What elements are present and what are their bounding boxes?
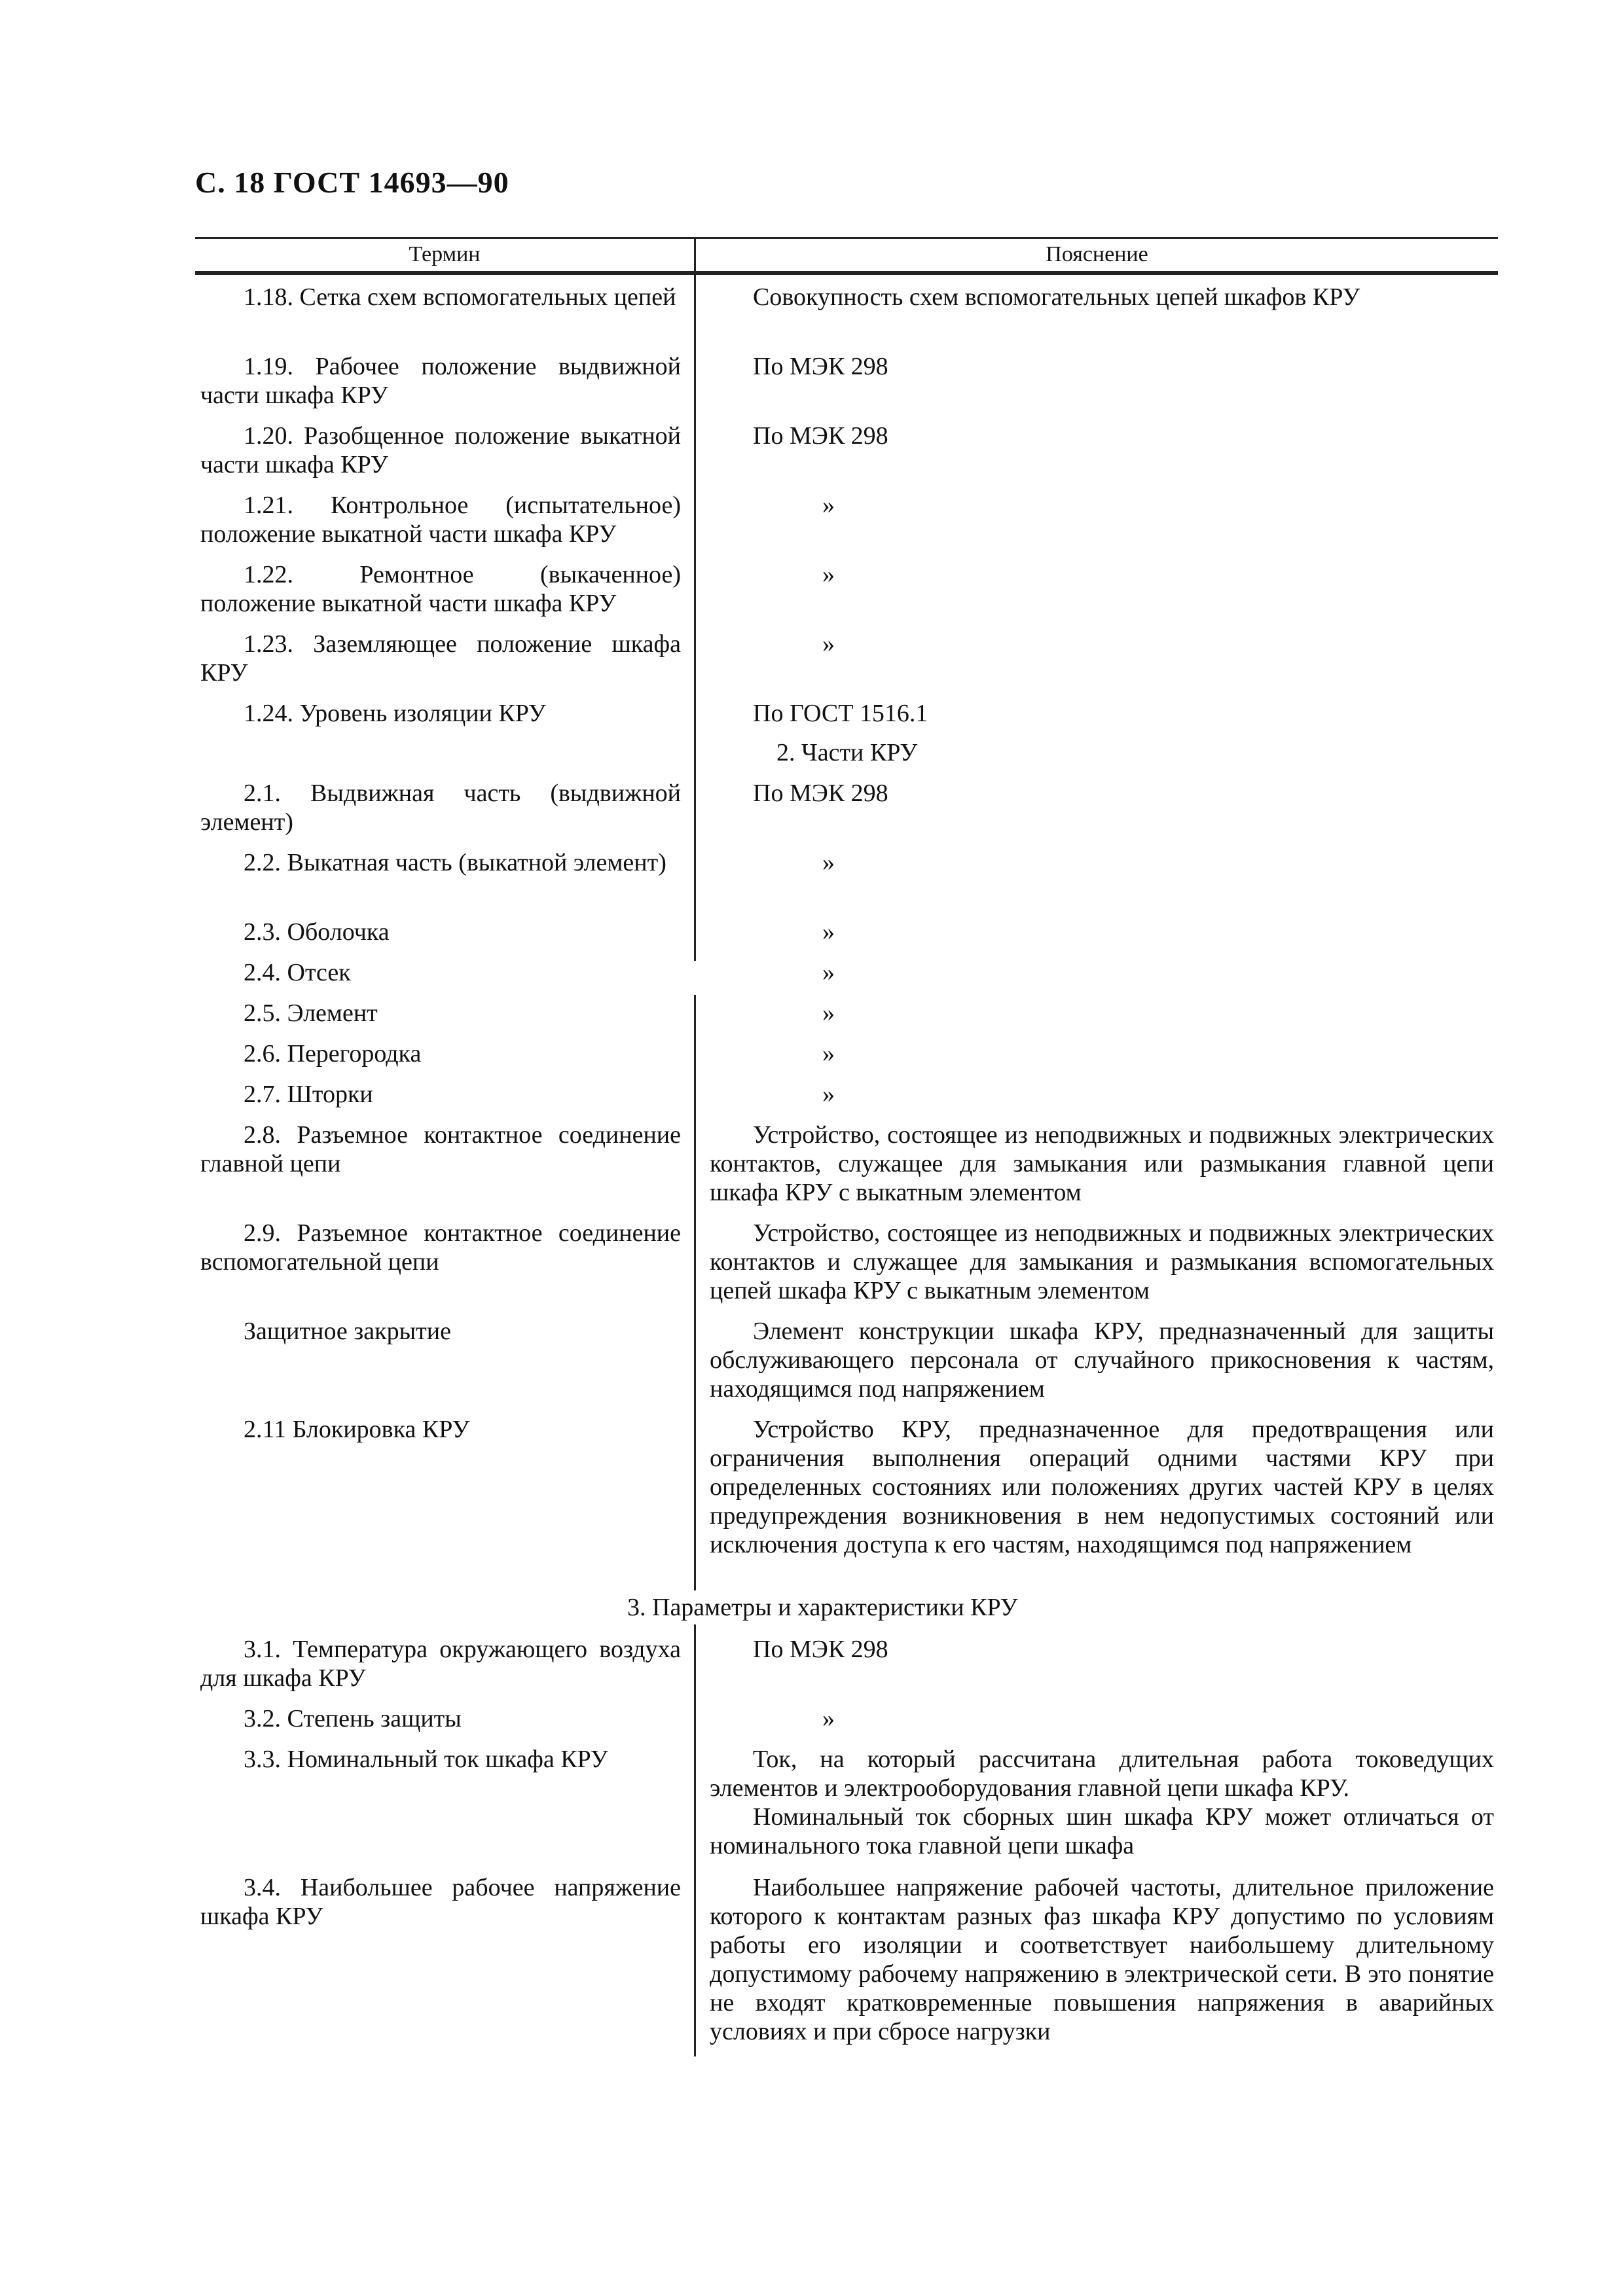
column-header-term: Термин: [409, 242, 481, 266]
term-cell: [200, 560, 681, 618]
explanation-text-2: Номинальный ток сборных шин шкафа КРУ может отличаться от номинального тока главной цепи шкафа: [710, 1803, 1494, 1859]
term-text: 1.20. Разобщенное положение выкатной части шкафа КРУ: [200, 422, 681, 478]
ditto-mark: »: [822, 999, 835, 1027]
term-text: 2.8. Разъемное контактное соединение главной цепи: [200, 1121, 681, 1177]
term-text: 2.4. Отсек: [244, 959, 351, 986]
explanation-cell: [710, 1415, 1494, 1559]
term-text: 1.21. Контрольное (испытательное) положение выкатной части шкафа КРУ: [200, 492, 681, 548]
term-cell: [200, 779, 681, 836]
table-header-rule: [195, 271, 1498, 275]
term-text: 1.22. Ремонтное (выкаченное) положение выкатной части шкафа КРУ: [200, 561, 681, 617]
divider-gap-section-2: [694, 961, 696, 995]
term-cell: [200, 848, 681, 877]
term-text: 1.18. Сетка схем вспомогательных цепей: [244, 283, 676, 311]
term-text: 2.1. Выдвижная часть (выдвижной элемент): [200, 780, 681, 836]
term-cell: [200, 999, 681, 1028]
term-text: 1.19. Рабочее положение выдвижной части шкафа КРУ: [200, 353, 681, 409]
explanation-cell: [710, 1745, 1494, 1860]
ditto-mark: »: [822, 1705, 835, 1732]
explanation-text: Наибольшее напряжение рабочей частоты, длительное приложение которого к контактам разных фаз шкафа КРУ допустимо по условиям работы его изоляции и соответствует наибольшему длительному допустимому рабочему напряжению в электрической сети. В это понятие не входят кратковременные повышения напряжения в аварийных условиях и при сбросе нагрузки: [710, 1874, 1494, 2045]
term-cell: [200, 958, 681, 987]
ditto-mark: »: [822, 561, 835, 588]
term-cell: [200, 422, 681, 479]
explanation-cell: [710, 422, 1494, 450]
term-text: 2.7. Шторки: [244, 1081, 373, 1108]
explanation-cell: [710, 1873, 1494, 2046]
term-cell: [200, 1873, 681, 1931]
term-text: 3.1. Температура окружающего воздуха для шкафа КРУ: [200, 1636, 681, 1692]
column-divider: [694, 237, 696, 2056]
explanation-cell: [710, 699, 1494, 728]
explanation-text: Совокупность схем вспомогательных цепей шкафов КРУ: [753, 283, 1360, 311]
ditto-mark: »: [822, 918, 835, 946]
term-text: 3.2. Степень защиты: [244, 1705, 462, 1732]
term-cell: [200, 1635, 681, 1693]
explanation-text: По МЭК 298: [753, 353, 888, 380]
term-text: 2.2. Выкатная часть (выкатной элемент): [244, 849, 666, 876]
explanation-cell: [710, 779, 1494, 808]
term-cell: [200, 283, 681, 312]
term-text: 2.9. Разъемное контактное соединение вспомогательной цепи: [200, 1219, 681, 1276]
term-text: 1.24. Уровень изоляции КРУ: [244, 700, 546, 727]
term-text: 2.6. Перегородка: [244, 1040, 422, 1067]
term-cell: [200, 491, 681, 548]
ditto-mark: »: [822, 1081, 835, 1108]
term-text: 3.3. Номинальный ток шкафа КРУ: [244, 1746, 608, 1773]
explanation-text: Устройство, состоящее из неподвижных и подвижных электрических контактов, служащее для замыкания или размыкания главной цепи шкафа КРУ с выкатным элементом: [710, 1121, 1494, 1206]
explanation-text: Устройство, состоящее из неподвижных и подвижных электрических контактов и служащее для замыкания и размыкания вспомогательных цепей шкафа КРУ с выкатным элементом: [710, 1219, 1494, 1304]
term-cell: [200, 918, 681, 946]
ditto-mark: »: [822, 849, 835, 876]
term-cell: [200, 630, 681, 687]
term-text: 2.3. Оболочка: [244, 918, 390, 946]
term-text: 2.5. Элемент: [244, 999, 378, 1027]
ditto-mark: »: [822, 959, 835, 986]
term-cell: [200, 699, 681, 728]
term-cell: [200, 1219, 681, 1276]
explanation-cell: [710, 352, 1494, 381]
section-heading: 2. Части КРУ: [776, 739, 918, 766]
explanation-text: По МЭК 298: [753, 780, 888, 807]
term-cell: [200, 1039, 681, 1068]
ditto-mark: »: [822, 492, 835, 519]
table-top-rule: [195, 237, 1498, 239]
term-cell: [200, 1704, 681, 1733]
term-text: Защитное закрытие: [244, 1318, 451, 1345]
term-cell: [200, 1317, 681, 1346]
term-cell: [200, 1745, 681, 1774]
term-cell: [200, 352, 681, 410]
explanation-cell: [710, 1317, 1494, 1403]
explanation-text: По МЭК 298: [753, 1636, 888, 1663]
explanation-text: Устройство КРУ, предназначенное для предотвращения или ограничения выполнения операций одними частями КРУ при определенных состояниях или положениях других частей КРУ в целях предупреждения возникновения в нем недопустимых состояний или исключения доступа к его частям, находящимся под напряжением: [710, 1416, 1494, 1558]
term-cell: [200, 1121, 681, 1178]
section-heading: 3. Параметры и характеристики КРУ: [627, 1594, 1018, 1621]
column-header-explanation: Пояснение: [1046, 242, 1148, 266]
explanation-text: Элемент конструкции шкафа КРУ, предназначенный для защиты обслуживающего персонала от случайного прикосновения к частям, находящимся под напряжением: [710, 1318, 1494, 1403]
page-header: С. 18 ГОСТ 14693—90: [195, 166, 509, 199]
ditto-mark: »: [822, 630, 835, 658]
term-text: 2.11 Блокировка КРУ: [244, 1416, 470, 1443]
explanation-cell: [710, 1635, 1494, 1664]
terms-table: [195, 237, 1498, 2056]
explanation-cell: [710, 1121, 1494, 1207]
explanation-text: Ток, на который рассчитана длительная работа токоведущих элементов и электрооборудования главной цепи шкафа КРУ.: [710, 1746, 1494, 1802]
term-text: 1.23. Заземляющее положение шкафа КРУ: [200, 630, 681, 687]
explanation-cell: [710, 283, 1494, 312]
explanation-text: По ГОСТ 1516.1: [753, 700, 928, 727]
explanation-cell: [710, 1219, 1494, 1305]
term-cell: [200, 1415, 681, 1444]
term-text: 3.4. Наибольшее рабочее напряжение шкафа КРУ: [200, 1874, 681, 1930]
ditto-mark: »: [822, 1040, 835, 1067]
term-cell: [200, 1080, 681, 1109]
explanation-text: По МЭК 298: [753, 422, 888, 450]
